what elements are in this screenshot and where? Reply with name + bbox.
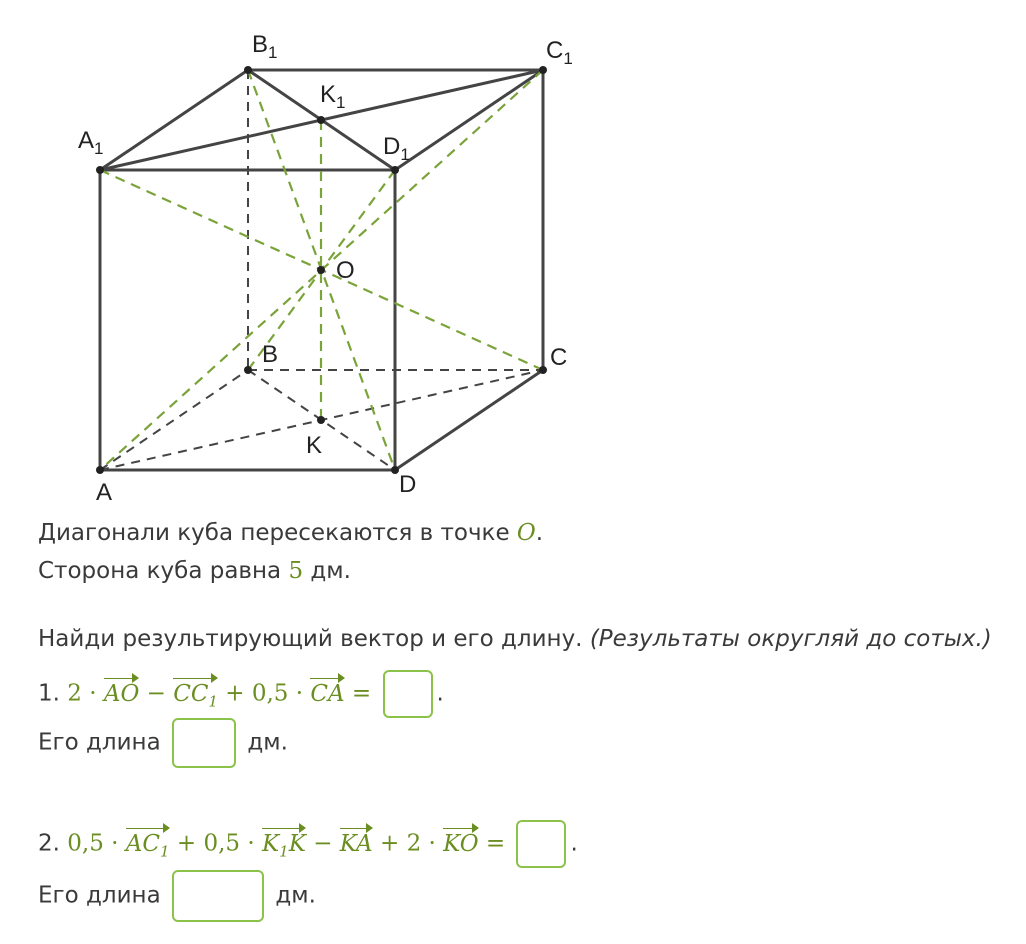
label-O: O bbox=[336, 257, 355, 284]
label-K: K bbox=[306, 432, 323, 459]
q1-vector-answer-input[interactable] bbox=[383, 670, 433, 718]
statement-line-1 bbox=[38, 520, 543, 546]
q1-op-1: − bbox=[146, 680, 166, 707]
label-B1: $B_1$ bbox=[252, 31, 278, 62]
q2-length-unit: дм. bbox=[275, 882, 316, 909]
label-A: A bbox=[96, 479, 113, 506]
label-C1: $C_1$ bbox=[546, 37, 573, 68]
vector-CC1: $CC_1$ bbox=[173, 680, 218, 711]
label-D: D bbox=[399, 471, 417, 498]
q1-length-label: Его длина bbox=[38, 729, 161, 756]
task-prompt bbox=[38, 626, 992, 652]
q1-length-unit: дм. bbox=[247, 729, 288, 756]
question-1-number: 1. bbox=[38, 680, 60, 707]
question-1-expression bbox=[38, 670, 444, 718]
q2-coef-1: 0,5 · bbox=[67, 830, 119, 857]
q2-op-3: + 2 · bbox=[379, 830, 436, 857]
statement-text-2: Сторона куба равна bbox=[38, 558, 282, 584]
task-prompt-text: Найди результирующий вектор и его длину. bbox=[38, 626, 583, 652]
q2-length-answer-input[interactable] bbox=[172, 870, 264, 922]
cube-side-unit: дм. bbox=[310, 558, 351, 584]
label-K1: $K_1$ bbox=[320, 81, 346, 112]
q2-end: . bbox=[570, 830, 578, 857]
q1-op-2: + 0,5 · bbox=[225, 680, 304, 707]
vector-AC1: $AC_1$ bbox=[125, 830, 170, 861]
statement-end-1: . bbox=[535, 520, 544, 546]
question-1-length bbox=[38, 718, 288, 768]
q2-op-1: + 0,5 · bbox=[176, 830, 255, 857]
label-C: C bbox=[550, 344, 568, 371]
cube-side-value: 5 bbox=[288, 558, 304, 584]
statement-text-1: Диагонали куба пересекаются в точке bbox=[38, 520, 510, 546]
rounding-hint: (Результаты округляй до сотых.) bbox=[589, 626, 992, 652]
label-A1: $A_1$ bbox=[78, 127, 104, 158]
q2-length-label: Его длина bbox=[38, 882, 161, 909]
label-B: B bbox=[262, 341, 279, 368]
point-O: O bbox=[516, 520, 536, 546]
q2-vector-answer-input[interactable] bbox=[516, 820, 566, 868]
vector-K1K: $K_1K$ bbox=[261, 830, 306, 861]
label-D1: $D_1$ bbox=[383, 133, 410, 164]
question-2-expression bbox=[38, 820, 578, 868]
q1-coef-1: 2 · bbox=[67, 680, 97, 707]
q1-length-answer-input[interactable] bbox=[172, 718, 236, 768]
statement-line-2 bbox=[38, 558, 351, 584]
q2-equals: = bbox=[485, 830, 506, 857]
question-2-number: 2. bbox=[38, 830, 60, 857]
q1-end: . bbox=[436, 680, 444, 707]
q2-op-2: − bbox=[313, 830, 333, 857]
q1-equals: = bbox=[351, 680, 372, 707]
vector-CA: CA bbox=[310, 680, 345, 707]
vector-KO: KO bbox=[443, 830, 479, 857]
question-2-length bbox=[38, 870, 316, 922]
vector-KA: KA bbox=[339, 830, 373, 857]
vector-AO: AO bbox=[103, 680, 140, 707]
